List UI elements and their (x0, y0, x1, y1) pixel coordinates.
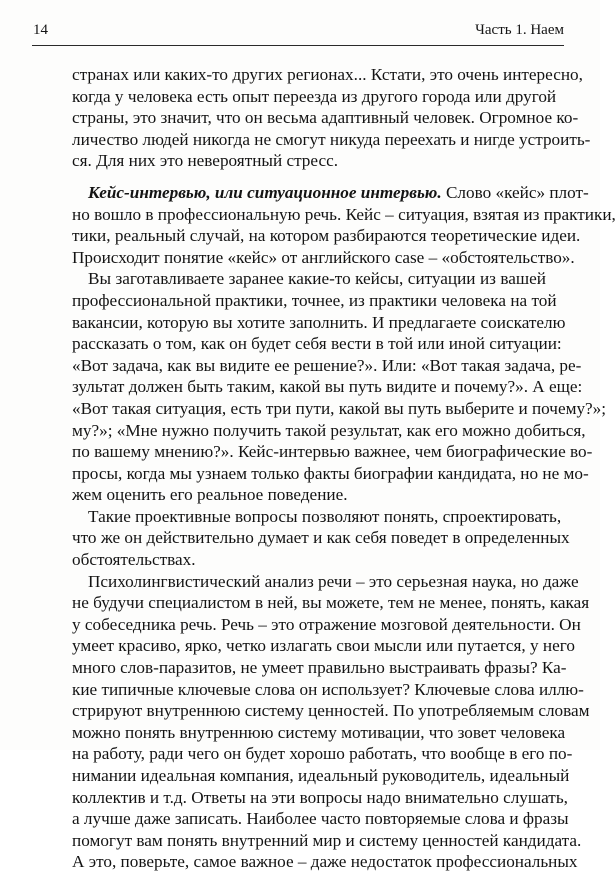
header-rule (32, 45, 564, 46)
text-line: зультат должен быть таким, какой вы путь видите и почему?». А еще: (72, 377, 583, 397)
text-line: «Вот такая ситуация, есть три пути, какой вы путь выберите и почему?»; (72, 398, 607, 418)
page-number: 14 (33, 22, 48, 38)
text-line: профессиональной практики, точнее, из практики человека на той (72, 290, 557, 310)
paragraph-regions (72, 64, 591, 172)
text-run: Такие проективные вопросы позволяют понять, спроектировать, (88, 506, 562, 526)
text-line (72, 182, 589, 204)
text-line (72, 506, 562, 528)
body-text (72, 64, 616, 873)
text-line: просы, когда мы узнаем только факты биографии кандидата, но не мо- (72, 463, 589, 483)
text-run: Слово «кейс» плот- (441, 182, 589, 202)
paragraph-preparation (72, 268, 607, 506)
text-line: стрируют внутреннюю систему ценностей. По употребляемым словам (72, 701, 590, 721)
text-line: а лучше даже записать. Наиболее часто повторяемые слова и фразы (72, 809, 569, 829)
text-line: кие типичные ключевые слова он использует? Ключевые слова иллю- (72, 679, 584, 699)
text-line: у собеседника речь. Речь – это отражение мозговой деятельности. Он (72, 614, 581, 634)
text-line: нимании идеальная компания, идеальный руководитель, идеальный (72, 766, 570, 785)
term-case-interview: Кейс-интервью, или ситуационное интервью. (88, 182, 442, 202)
text-line: личество людей никогда не смогут никуда переехать и нигде устроить- (72, 129, 591, 149)
text-line: можно понять внутреннюю систему мотивации, что зовет человека (72, 722, 566, 742)
paragraph-case-interview (72, 182, 616, 268)
text-line: странах или каких-то других регионах... Кстати, это очень интересно, (72, 65, 583, 84)
text-line: рассказать о том, как он будет себя вести в той или иной ситуации: (72, 334, 562, 354)
text-line: «Вот задача, как вы видите ее решение?». Или: «Вот такая задача, ре- (72, 355, 582, 375)
text-line: страны, это значит, что он весьма адаптивный человек. Огромное ко- (72, 108, 579, 128)
text-line: умеет красиво, ярко, четко излагать свои мысли или путается, у него (72, 636, 575, 656)
text-line: тики, реальный случай, на котором разбираются теоретические идеи. (72, 226, 581, 246)
paragraph-gap (72, 172, 546, 182)
text-line: но вошло в профессиональную речь. Кейс – ситуация, взятая из практики, (72, 204, 616, 224)
running-head: Часть 1. Наем (475, 22, 564, 38)
text-line: му?»; «Мне нужно получить такой результат, как его можно добиться, (72, 420, 586, 440)
text-line: когда у человека есть опыт переезда из другого города или другой (72, 86, 557, 106)
page-header (0, 0, 600, 44)
text-line (72, 268, 546, 290)
text-line: по вашему мнению?». Кейс-интервью важнее, чем биографические во- (72, 442, 593, 462)
paragraph-projective (72, 506, 570, 571)
text-line: жем оценить его реальное поведение. (72, 485, 348, 505)
text-line: обстоятельствах. (72, 550, 196, 570)
text-run: Психолингвистический анализ речи – это серьезная наука, но даже (88, 571, 579, 591)
text-line: коллектив и т.д. Ответы на эти вопросы надо внимательно слушать, (72, 787, 568, 807)
text-line: помогут вам понять внутренний мир и систему ценностей кандидата. (72, 830, 582, 850)
text-line (72, 571, 579, 593)
text-line: не будучи специалистом в ней, вы можете, тем не менее, понять, какая (72, 593, 590, 613)
text-line: Происходит понятие «кейс» от английского case – «обстоятельство». (72, 247, 575, 267)
text-line: вакансии, которую вы хотите заполнить. И предлагаете соискателю (72, 312, 566, 332)
text-line: на работу, ради чего он будет хорошо работать, что вообще в его по- (72, 744, 573, 764)
text-run: Вы заготавливаете заранее какие-то кейсы, ситуации из вашей (88, 269, 546, 289)
paragraph-psycholinguistic (72, 571, 590, 873)
text-line: много слов-паразитов, не умеет правильно выстраивать фразы? Ка- (72, 658, 567, 678)
text-line: А это, поверьте, самое важное – даже недостаток профессиональных (72, 852, 578, 872)
text-line: ся. Для них это невероятный стресс. (72, 151, 339, 171)
text-line: что же он действительно думает и как себя поведет в определенных (72, 528, 570, 548)
